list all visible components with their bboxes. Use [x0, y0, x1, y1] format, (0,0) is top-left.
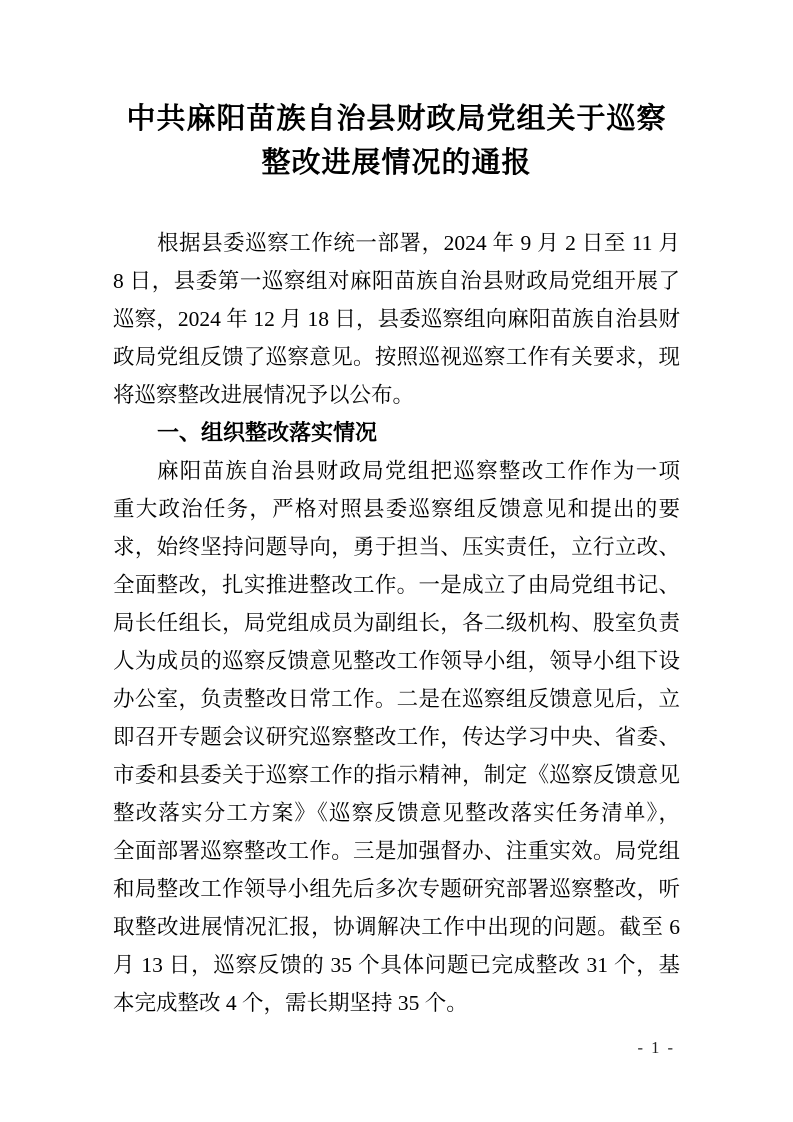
section-heading-1: 一、组织整改落实情况 — [157, 420, 378, 445]
text-line: 全面部署巡察整改工作。三是加强督办、注重实效。局党组 — [113, 839, 680, 863]
text-line: 求，始终坚持问题导向，勇于担当、压实责任，立行立改、 — [113, 535, 680, 559]
text-line: 8 日，县委第一巡察组对麻阳苗族自治县财政局党组开展了 — [113, 269, 680, 293]
text-line: 本完成整改 4 个，需长期坚持 35 个。 — [113, 991, 468, 1015]
text-line: 全面整改，扎实推进整改工作。一是成立了由局党组书记、 — [113, 573, 680, 597]
paragraph-1 — [113, 224, 680, 414]
text-line: 重大政治任务，严格对照县委巡察组反馈意见和提出的要 — [113, 497, 680, 521]
document-title — [113, 0, 680, 185]
text-line: 政局党组反馈了巡察意见。按照巡视巡察工作有关要求，现 — [113, 345, 680, 369]
text-line: 麻阳苗族自治县财政局党组把巡察整改工作作为一项 — [157, 459, 680, 483]
page-content — [113, 0, 680, 1022]
text-line: 根据县委巡察工作统一部署，2024 年 9 月 2 日至 11 月 — [157, 231, 680, 255]
text-line: 将巡察整改进展情况予以公布。 — [113, 383, 415, 407]
text-line: 市委和县委关于巡察工作的指示精神，制定《巡察反馈意见 — [113, 763, 680, 787]
text-line: 取整改进展情况汇报，协调解决工作中出现的问题。截至 6 — [113, 915, 680, 939]
text-line: 办公室，负责整改日常工作。二是在巡察组反馈意见后，立 — [113, 687, 680, 711]
text-line: 即召开专题会议研究巡察整改工作，传达学习中央、省委、 — [113, 725, 680, 749]
text-line: 和局整改工作领导小组先后多次专题研究部署巡察整改，听 — [113, 877, 680, 901]
text-line: 月 13 日，巡察反馈的 35 个具体问题已完成整改 31 个，基 — [113, 953, 680, 977]
document-body — [113, 224, 680, 1022]
document-title-line-1: 中共麻阳苗族自治县财政局党组关于巡察 — [126, 103, 667, 135]
text-line: 人为成员的巡察反馈意见整改工作领导小组，领导小组下设 — [113, 649, 680, 673]
text-line: 巡察，2024 年 12 月 18 日，县委巡察组向麻阳苗族自治县财 — [113, 307, 680, 331]
paragraph-2 — [113, 452, 680, 1022]
text-line: 局长任组长，局党组成员为副组长，各二级机构、股室负责 — [113, 611, 680, 635]
page-number: - 1 - — [637, 1038, 675, 1057]
text-line: 整改落实分工方案》《巡察反馈意见整改落实任务清单》， — [113, 801, 680, 825]
document-title-line-2: 整改进展情况的通报 — [261, 147, 532, 179]
